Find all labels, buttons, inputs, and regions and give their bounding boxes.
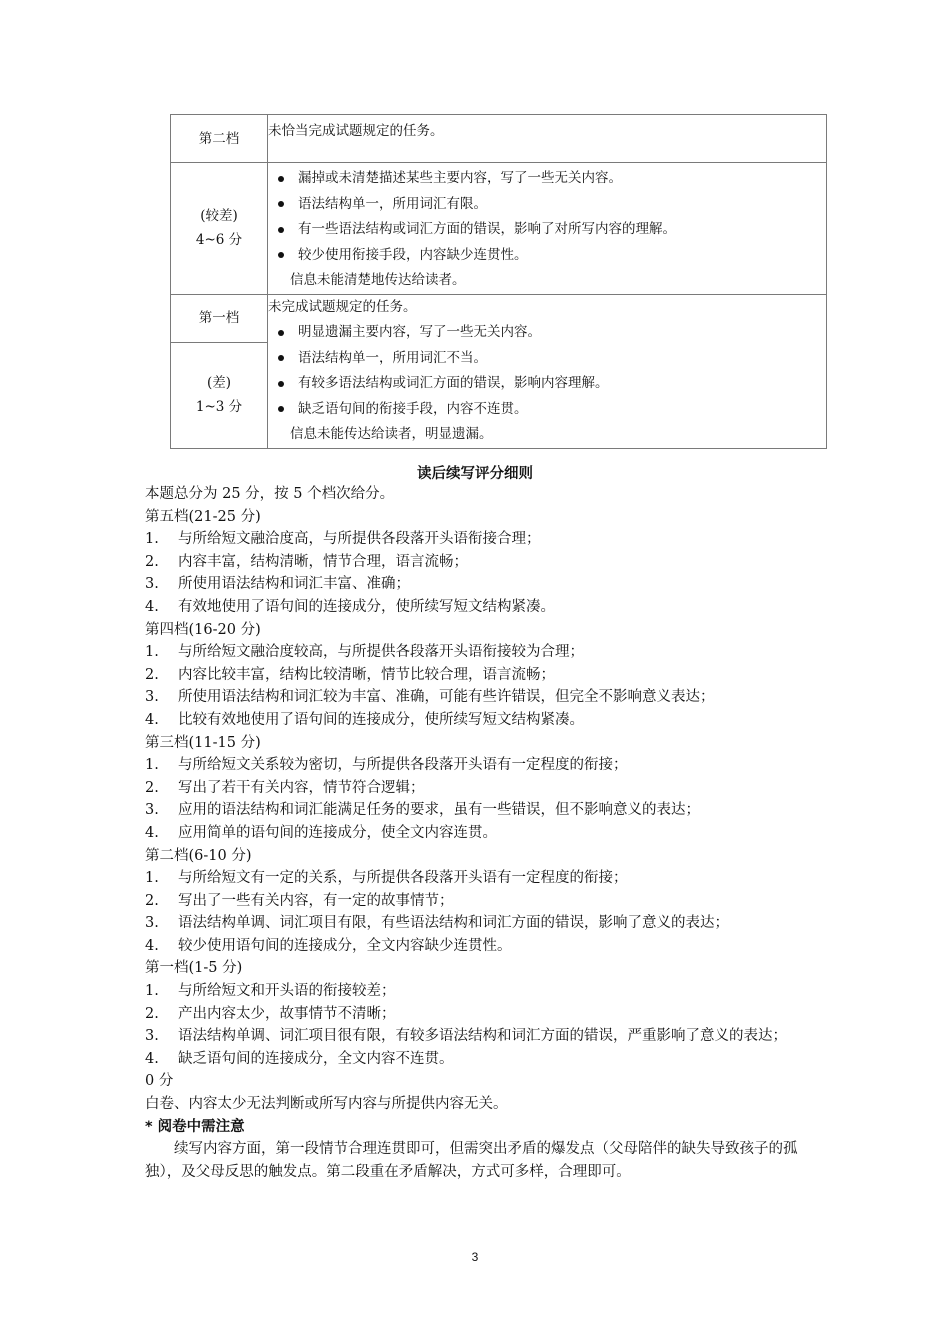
level1-name-cell	[171, 294, 268, 342]
item-text: 所使用语法结构和词汇较为丰富、准确，可能有些许错误，但完全不影响意义表达；	[178, 689, 715, 706]
item-text: 与所给短文关系较为密切，与所提供各段落开头语有一定程度的衔接；	[178, 757, 628, 774]
criterion-text: 明显遗漏主要内容，写了一些无关内容。	[298, 324, 541, 340]
level1-criteria-cell	[268, 294, 827, 448]
item-number: 4.	[145, 1050, 159, 1067]
item-text: 与所给短文融洽度较高，与所提供各段落开头语衔接较为合理；	[178, 644, 584, 661]
item-number: 4.	[145, 824, 159, 841]
bullet-icon	[278, 381, 284, 387]
tier-title: 第一档(1-5 分)	[145, 960, 243, 977]
item-text: 与所给短文有一定的关系，与所提供各段落开头语有一定程度的衔接；	[178, 870, 628, 887]
criterion-text: 有较多语法结构或词汇方面的错误，影响内容理解。	[298, 375, 609, 391]
level2-name-cell	[171, 115, 268, 163]
grading-table	[170, 114, 827, 449]
score-range: 4~6 分	[195, 232, 243, 249]
item-number: 4.	[145, 711, 159, 728]
bullet-icon	[278, 201, 284, 207]
list-item	[145, 890, 813, 913]
item-text: 较少使用语句间的连接成分，全文内容缺少连贯性。	[178, 937, 512, 954]
list-item	[268, 320, 826, 346]
list-item	[145, 551, 813, 574]
item-number: 2.	[145, 1005, 159, 1022]
table-row-level2-detail	[171, 163, 827, 295]
list-item	[145, 641, 813, 664]
item-number: 2.	[145, 666, 159, 683]
list-item	[145, 596, 813, 619]
tier-4	[145, 619, 813, 732]
item-text: 内容比较丰富，结构比较清晰，情节比较合理，语言流畅；	[178, 666, 555, 683]
bullet-icon	[278, 330, 284, 336]
item-text: 写出了一些有关内容，有一定的故事情节；	[178, 892, 454, 909]
item-number: 4.	[145, 598, 159, 615]
item-text: 内容丰富，结构清晰，情节合理，语言流畅；	[178, 553, 468, 570]
item-text: 写出了若干有关内容，情节符合逻辑；	[178, 779, 425, 796]
list-item	[145, 1003, 813, 1026]
item-text: 语法结构单调、词汇项目很有限，有较多语法结构和词汇方面的错误，严重影响了意义的表达；	[178, 1028, 787, 1045]
closing-text: 信息未能清楚地传达给读者。	[290, 272, 466, 288]
tier-title: 第二档(6-10 分)	[145, 847, 252, 864]
list-item	[268, 397, 826, 423]
bullet-icon	[278, 406, 284, 412]
item-number: 3.	[145, 802, 159, 819]
item-text: 语法结构单调、词汇项目有限，有些语法结构和词汇方面的错误，影响了意义的表达；	[178, 915, 729, 932]
tier-2	[145, 845, 813, 958]
level-name: 第一档	[198, 310, 240, 326]
bullet-icon	[278, 176, 284, 182]
tier-5	[145, 506, 813, 619]
list-item	[145, 867, 813, 890]
level1-grade-cell	[171, 342, 268, 448]
list-item	[145, 754, 813, 777]
item-number: 2.	[145, 553, 159, 570]
item-number: 1.	[145, 870, 159, 887]
criterion-text: 缺乏语句间的衔接手段，内容不连贯。	[298, 400, 528, 417]
page-number: 3	[471, 1250, 479, 1264]
list-item	[145, 573, 813, 596]
list-item	[145, 822, 813, 845]
list-item	[145, 686, 813, 709]
item-number: 2.	[145, 892, 159, 909]
item-text: 所使用语法结构和词汇丰富、准确；	[178, 576, 410, 593]
item-text: 与所给短文和开头语的衔接较差；	[178, 983, 396, 1000]
tier-title: 第三档(11-15 分)	[145, 734, 261, 751]
grade-label: (差)	[206, 375, 232, 391]
list-item	[145, 980, 813, 1003]
list-item	[145, 799, 813, 822]
closing-text: 信息未能传达给读者，明显遗漏。	[290, 426, 493, 442]
task-text: 未完成试题规定的任务。	[268, 298, 417, 315]
item-number: 1.	[145, 644, 159, 661]
criterion-text: 有一些语法结构或词汇方面的错误，影响了对所写内容的理解。	[298, 221, 676, 237]
level2-task-cell	[268, 115, 827, 163]
level-name: 第二档	[198, 130, 240, 147]
list-item	[145, 912, 813, 935]
list-item	[145, 935, 813, 958]
scoring-rules	[145, 483, 813, 1183]
section-title: 读后续写评分细则	[417, 466, 533, 482]
list-item	[268, 346, 826, 372]
item-text: 产出内容太少，故事情节不清晰；	[178, 1005, 396, 1022]
item-number: 3.	[145, 576, 159, 593]
item-text: 应用的语法结构和词汇能满足任务的要求，虽有一些错误，但不影响意义的表达；	[178, 802, 700, 819]
score-range: 1~3 分	[195, 399, 243, 415]
tier-3	[145, 732, 813, 845]
item-text: 应用简单的语句间的连接成分，使全文内容连贯。	[178, 824, 497, 841]
bullet-icon	[278, 355, 284, 361]
bullet-icon	[278, 227, 284, 233]
tier-title: 第五档(21-25 分)	[145, 508, 261, 525]
level2-grade-cell	[171, 163, 268, 295]
list-item	[145, 709, 813, 732]
item-text: 比较有效地使用了语句间的连接成分，使所续写短文结构紧凑。	[178, 711, 584, 728]
list-item	[268, 217, 826, 243]
item-text: 与所给短文融洽度高，与所提供各段落开头语衔接合理；	[178, 531, 541, 548]
item-number: 1.	[145, 757, 159, 774]
item-number: 1.	[145, 983, 159, 1000]
item-number: 3.	[145, 689, 159, 706]
item-text: 缺乏语句间的连接成分，全文内容不连贯。	[178, 1050, 454, 1067]
list-item	[268, 192, 826, 218]
item-text: 有效地使用了语句间的连接成分，使所续写短文结构紧凑。	[178, 598, 555, 615]
grade-label: (较差)	[200, 208, 238, 225]
list-item	[145, 1025, 813, 1048]
list-item	[145, 528, 813, 551]
item-number: 3.	[145, 1028, 159, 1045]
criterion-text: 语法结构单一，所用词汇有限。	[298, 195, 487, 212]
note-heading: * 阅卷中需注意	[145, 1118, 245, 1135]
list-item	[268, 371, 826, 397]
list-item	[268, 243, 826, 269]
item-number: 2.	[145, 779, 159, 796]
task-text: 未恰当完成试题规定的任务。	[268, 123, 444, 139]
item-number: 4.	[145, 937, 159, 954]
list-item	[268, 166, 826, 192]
item-number: 1.	[145, 531, 159, 548]
tier-title: 第四档(16-20 分)	[145, 621, 261, 638]
note-paragraph: 续写内容方面，第一段情节合理连贯即可，但需突出矛盾的爆发点（父母陪伴的缺失导致孩子的孤独），及父母反思的触发点。第二段重在矛盾解决，方式可多样，合理即可。	[145, 1141, 798, 1180]
intro-text: 本题总分为 25 分，按 5 个档次给分。	[145, 486, 395, 502]
list-item	[145, 1048, 813, 1071]
zero-score-text: 白卷、内容太少无法判断或所写内容与所提供内容无关。	[145, 1096, 508, 1113]
list-item	[145, 777, 813, 800]
list-item	[145, 664, 813, 687]
level2-criteria-cell	[268, 163, 827, 295]
tier-1	[145, 957, 813, 1070]
criterion-text: 语法结构单一，所用词汇不当。	[298, 349, 487, 366]
bullet-icon	[278, 252, 284, 258]
criterion-text: 较少使用衔接手段，内容缺少连贯性。	[298, 246, 528, 263]
zero-score-title: 0 分	[145, 1073, 174, 1090]
item-number: 3.	[145, 915, 159, 932]
criterion-text: 漏掉或未清楚描述某些主要内容，写了一些无关内容。	[298, 170, 622, 186]
table-row-level2-header	[171, 115, 827, 163]
table-row-level1-header	[171, 294, 827, 342]
